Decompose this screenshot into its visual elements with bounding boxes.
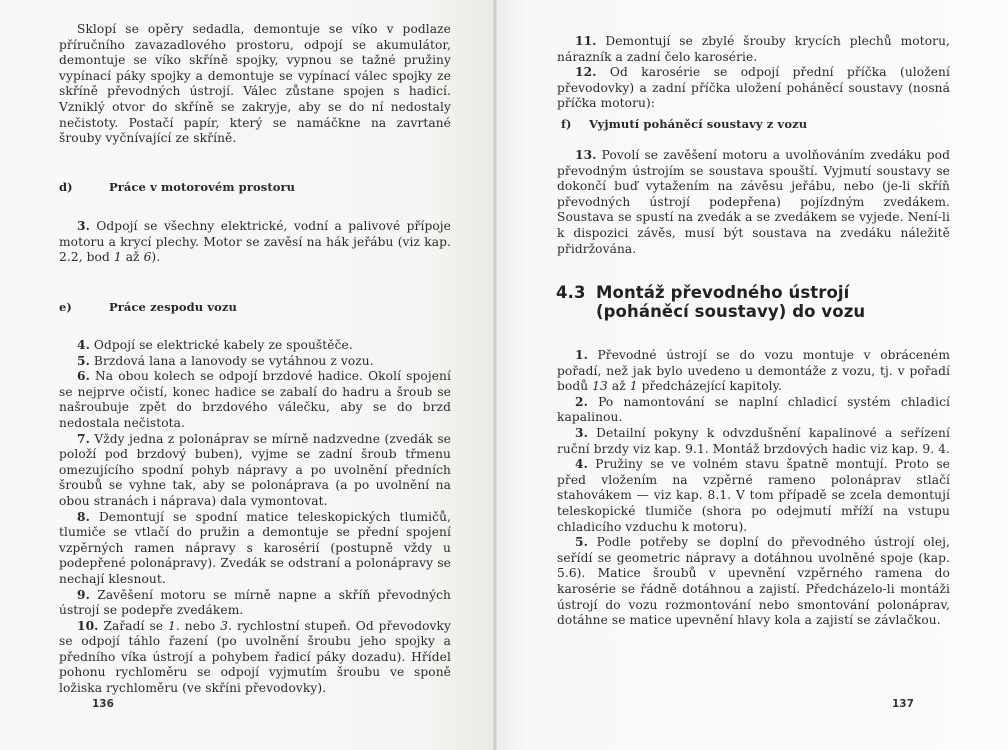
montage-step-5	[557, 535, 950, 629]
step-12	[557, 65, 950, 112]
step-text: předcházející kapitoly.	[637, 379, 782, 394]
intro-paragraph: Sklopí se opěry sedadla, demontuje se víko v podlaze příručního zavazadlového prostoru, odpojí se akumulátor, demontuje se víko skříně spojky, vypnou se tažné pružiny vypínací páky spojky a demontuje se vypínací válec spojky ze skříně převodných ústrojí. Válec zůstane spojen s hadicí. Vzniklý otvor do skříně se zakryje, aby se do ní nedostaly nečistoty. Postačí papír, který se namáčkne na zavrtané šrouby vyčnívající ze skříně.	[59, 22, 451, 146]
section-letter: e)	[59, 300, 72, 314]
step-text: Podle potřeby se doplní do převodného ústrojí olej, seřídí se geometric nápravy a dotáhnou uvolněné spoje (kap. 5.6). Matice šroubů v upevnění vzpěrného ramena do karosérie se řádně dotáhnou a zajistí. Předcházelo-li montáži ústrojí do vozu rozmontování nebo smontování polonáprav, dotáhne se matice upevnění hlavy kola a zajistí se závlačkou.	[557, 535, 950, 628]
montage-step-3	[557, 426, 950, 457]
step-11	[557, 34, 950, 65]
step-number: 13.	[575, 148, 597, 162]
chapter-heading-block	[556, 283, 949, 321]
step-number: 5.	[575, 535, 588, 550]
step-text: ).	[151, 250, 161, 265]
section-heading	[59, 300, 451, 316]
left-intro	[59, 22, 451, 147]
step-text: Po namontování se naplní chladicí systém chladicí kapalinou.	[557, 394, 950, 425]
step-text: Zařadí se	[98, 618, 169, 633]
page-number-left: 136	[92, 698, 114, 710]
step-number: 4.	[575, 457, 588, 472]
step-text: Detailní pokyny k odvzdušnění kapalinové a seřízení ruční brzdy viz kap. 9.1. Montáž brzdových hadic viz kap. 9. 4.	[557, 425, 950, 456]
step-13	[557, 148, 950, 257]
step-number: 4.	[77, 338, 90, 352]
step-text: Povolí se zavěšení motoru a uvolňováním zvedáku pod převodným ústrojím se soustava spouští. Vyjmutí soustavy se dokončí buď vytažením na závěsu jeřábu, nebo (je-li skříň převodných ústrojí podepřena) pojízdným zvedákem. Soustava se spustí na zvedák a se zvedákem se vyjede. Není-li k dispozici závěs, musí být soustava na zvedáku náležitě přidržována.	[557, 148, 950, 256]
step-number: 2.	[575, 394, 588, 409]
step-text: Na obou kolech se odpojí brzdové hadice. Okolí spojení se nejprve očistí, konec hadice se zabalí do hadru a šroub se našroubuje zpět do brzdového válečku, aby se do brzd nedostala nečistota.	[59, 369, 451, 430]
step-5	[59, 354, 451, 370]
step-paragraph	[557, 148, 950, 257]
step-text: Demontují se spodní matice teleskopických tlumičů, tlumiče se vtlačí do pružin a demontuje se přední spojení vzpěrných ramen nápravy s karosérií (postupně vždy u podepřené polonápravy). Zvedák se odstraní a polonápravy se nechají klesnout.	[59, 509, 451, 586]
chapter-heading	[556, 283, 949, 321]
section-heading	[557, 117, 950, 133]
step-text: Demontují se zbylé šrouby krycích plechů motoru, nárazník a zadní čelo karosérie.	[557, 34, 950, 64]
section-heading	[59, 180, 451, 196]
step-number: 8.	[77, 509, 90, 524]
step-6	[59, 369, 451, 431]
book-gutter	[493, 0, 497, 750]
step-text: Zavěšení motoru se mírně napne a skříň převodných ústrojí se podepře zvedákem.	[59, 587, 451, 618]
step-9	[59, 588, 451, 619]
chapter-title-line1: Montáž převodného ústrojí	[596, 283, 850, 302]
montage-step-2	[557, 395, 950, 426]
step-4	[59, 338, 451, 354]
step-number: 7.	[77, 431, 90, 446]
step-text: Odpojí se všechny elektrické, vodní a palivové přípoje motoru a krycí plechy. Motor se zavěsí na hák jeřábu (viz kap. 2.2, bod	[59, 219, 451, 265]
section-title: Práce v motorovém prostoru	[109, 180, 296, 194]
step-number: 3.	[575, 425, 588, 440]
step-ref: 6	[143, 250, 152, 265]
step-text: Převodné ústrojí se do vozu montuje v obráceném pořadí, než jak bylo uvedeno u demontáže z vozu, tj. v pořadí bodů	[557, 348, 950, 394]
page-number-right: 137	[892, 698, 914, 710]
section-e	[59, 300, 451, 316]
step-text: Vždy jedna z polonáprav se mírně nadzvedne (zvedák se položí pod brzdový buben), vyjme se zadní šroub třmenu omezujícího spodní pohyb nápravy a po uvolnění předních šroubů se vyhne tak, aby se polonáprava (a po uvolnění na obou stranách i náprava) dala vymontovat.	[59, 431, 451, 508]
step-text: až	[121, 250, 144, 265]
section-d	[59, 180, 451, 196]
step-text: Od karosérie se odpojí přední příčka (uložení převodovky) a zadní příčka uložení poháněcí soustavy (nosná příčka motoru):	[557, 65, 950, 111]
right-steps-top	[557, 34, 950, 112]
chapter-number: 4.3	[556, 283, 586, 302]
step-text: Odpojí se elektrické kabely ze spouštěče.	[89, 338, 353, 352]
montage-step-4	[557, 457, 950, 535]
step-ref: 1	[113, 250, 122, 265]
step-number: 5.	[77, 353, 90, 368]
section-letter: f)	[561, 117, 572, 131]
step-number: 10.	[77, 618, 99, 633]
step-7	[59, 432, 451, 510]
step-8	[59, 510, 451, 588]
step-number: 11.	[575, 34, 597, 48]
chapter-title-line2: (poháněcí soustavy) do vozu	[596, 302, 866, 321]
step-number: 1.	[575, 348, 588, 362]
section-title: Práce zespodu vozu	[109, 300, 237, 314]
step-number: 3.	[77, 219, 90, 233]
section-letter: d)	[59, 180, 73, 194]
step-paragraph	[59, 219, 451, 266]
section-f	[557, 117, 950, 133]
step-number: 9.	[77, 587, 90, 602]
step-text: Pružiny se ve volném stavu špatně montují. Proto se před vložením na vzpěrné rameno polonáprav stlačí stahovákem — viz kap. 8.1. V tom případě se zcela demontují teleskopické tlumiče (shora po odejmutí mříží na vstupu chladicího vzduchu k motoru).	[557, 457, 950, 534]
chapter-title	[596, 283, 865, 321]
left-steps	[59, 338, 451, 697]
step-number: 12.	[575, 65, 597, 80]
step-text: až	[607, 379, 630, 394]
step-text: nebo	[179, 618, 221, 633]
section-title: Vyjmutí poháněcí soustavy z vozu	[589, 117, 808, 131]
step-ref: 13	[592, 379, 608, 394]
step-ref: 3.	[220, 618, 233, 633]
step-number: 6.	[77, 369, 90, 384]
step-ref: 1.	[168, 618, 180, 633]
step-10	[59, 619, 451, 697]
step-text: Brzdová lana a lanovody se vytáhnou z vozu.	[89, 353, 374, 368]
montage-step-1	[557, 348, 950, 395]
step-ref: 1	[629, 379, 638, 394]
step-text: rychlostní stupeň. Od převodovky se odpojí táhlo řazení (po uvolnění šroubu jeho spojky a předního víka ústrojí a pohybem řadicí páky dozadu). Hřídel pohonu rychloměru se odpojí vyjmutím šroubu ve sponě ložiska rychloměru (ve skříni převodovky).	[59, 618, 451, 696]
step-3	[59, 219, 451, 266]
montage-steps	[557, 348, 950, 629]
